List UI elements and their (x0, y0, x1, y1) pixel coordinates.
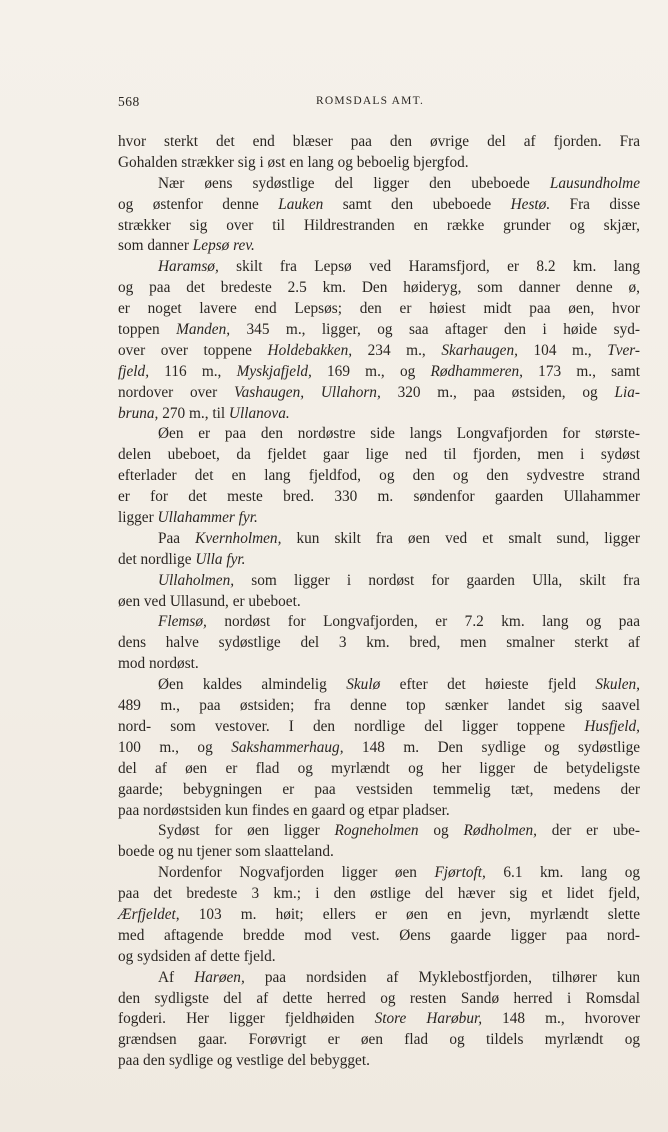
text-line (118, 675, 640, 696)
text-segment: strækker sig over til Hildrestranden en række grunder og skjær, (118, 216, 640, 234)
text-line (118, 717, 640, 738)
italic-term: Holdebakken, (267, 341, 353, 359)
italic-term: Skulen, (595, 676, 640, 694)
text-line (118, 654, 640, 675)
text-line (118, 424, 640, 445)
italic-term: Ullahammer fyr. (157, 509, 258, 527)
italic-term: Rødhammeren, (430, 362, 523, 380)
text-line (118, 320, 640, 341)
text-segment: boede og nu tjener som slaatteland. (118, 843, 334, 861)
text-segment: hvor sterkt det end blæser paa den øvrige del af fjorden. Fra (118, 133, 640, 150)
page-number: 568 (118, 94, 140, 109)
text-line (118, 1051, 640, 1072)
italic-term: Lauken (278, 195, 324, 213)
text-line (118, 592, 640, 613)
text-segment: Sydøst for øen ligger (158, 822, 335, 840)
text-segment: dens halve sydøstlige del 3 km. bred, men smalner sterkt af (118, 634, 640, 652)
text-line (118, 884, 640, 905)
italic-term: Kvernholmen, (195, 529, 282, 547)
text-segment: og (418, 822, 464, 840)
text-segment: efterlader det en lang fjeldfod, og den og den sydvestre strand (118, 467, 640, 485)
text-segment: over over toppene (118, 341, 268, 359)
text-segment: og østenfor denne (118, 195, 279, 213)
text-line (118, 466, 640, 487)
text-segment: 489 m., paa østsiden; fra denne top sænker landet sig saavel (118, 697, 640, 715)
text-line (118, 341, 640, 362)
italic-term: Rødholmen, (463, 822, 537, 840)
text-segment: der er ube- (537, 822, 640, 840)
text-segment: 6.1 km. lang og (485, 864, 640, 882)
text-line (118, 612, 640, 633)
italic-term: Skulø (346, 676, 381, 694)
italic-term: Store Harøbur, (374, 1010, 483, 1028)
text-segment: nordover over (118, 383, 234, 401)
text-segment: efter det høieste fjeld (380, 676, 596, 694)
text-line (118, 947, 640, 968)
text-segment: er noget lavere end Lepsøs; den er høiest midt paa øen, hvor (118, 300, 640, 318)
text-line (118, 383, 640, 404)
italic-term: Ullanova. (228, 404, 290, 422)
text-line (118, 1009, 640, 1030)
text-segment: toppen (118, 321, 177, 339)
text-segment: 345 m., ligger, og saa aftager den i høide syd- (230, 321, 641, 339)
text-segment: fogderi. Her ligger fjeldhøiden (118, 1010, 375, 1028)
text-segment: 104 m., (517, 341, 608, 359)
text-line (118, 738, 640, 759)
text-line (118, 842, 640, 863)
text-segment: grændsen gaar. Forøvrigt er øen flad og tildels myrlændt og (118, 1031, 640, 1049)
text-segment: 148 m. Den sydlige og sydøstlige (343, 738, 641, 756)
text-segment: 103 m. høit; ellers er øen en jevn, myrlændt slette (179, 905, 640, 923)
text-segment: 100 m., og (118, 738, 232, 756)
text-segment: del af øen er flad og myrlændt og her ligger de betydeligste (118, 759, 640, 777)
text-segment: Af (158, 968, 195, 986)
italic-term: Lepsø rev. (192, 237, 255, 255)
text-line (118, 174, 640, 195)
page-header (118, 94, 640, 112)
text-segment: øen ved Ullasund, er ubeboet. (118, 592, 301, 610)
text-line (118, 195, 640, 216)
text-line (118, 759, 640, 780)
text-segment: 116 m., (149, 362, 237, 380)
italic-term: Ærfjeldet, (118, 905, 180, 923)
text-segment: med aftagende bredde mod vest. Øens gaarde ligger paa nord- (118, 926, 640, 944)
italic-term: Vashaugen, Ullahorn, (233, 383, 381, 401)
text-line (118, 278, 640, 299)
text-line (118, 780, 640, 801)
text-segment: som ligger i nordøst for gaarden Ulla, skilt fra (234, 571, 640, 589)
text-segment: 173 m., samt (522, 362, 640, 380)
italic-term: Rogneholmen (334, 822, 419, 840)
text-line (118, 968, 640, 989)
text-segment: paa det bredeste 3 km.; i den østlige del hæver sig et lidet fjeld, (118, 885, 640, 903)
text-segment: er for det meste bred. 330 m. søndenfor gaarden Ullahammer (118, 488, 640, 506)
text-line (118, 801, 640, 822)
text-segment: 234 m., (352, 341, 442, 359)
italic-term: Ulla fyr. (195, 550, 246, 568)
text-line (118, 571, 640, 592)
italic-term: Tver- (607, 341, 641, 359)
text-line (118, 257, 640, 278)
text-segment: kun skilt fra øen ved et smalt sund, ligger (281, 529, 640, 547)
text-segment: paa nordøstsiden kun findes en gaard og etpar pladser. (118, 801, 450, 819)
text-segment: Nær øens sydøstlige del ligger den ubeboede (158, 174, 550, 192)
italic-term: Lia- (614, 383, 640, 401)
text-line (118, 153, 640, 174)
text-line (118, 445, 640, 466)
text-segment: skilt fra Lepsø ved Haramsfjord, er 8.2 km. lang (218, 258, 640, 276)
italic-term: Ullaholmen, (158, 571, 235, 589)
italic-term: Lausundholme (549, 174, 640, 192)
text-line (118, 216, 640, 237)
text-line (118, 633, 640, 654)
running-head: ROMSDALS AMT. (316, 95, 425, 107)
text-segment: gaarde; bebygningen er paa vestsiden temmelig tæt, medens der (118, 780, 640, 798)
text-segment: paa den sydlige og vestlige del bebygget. (118, 1052, 370, 1070)
text-segment: og sydsiden af dette fjeld. (118, 947, 276, 965)
text-segment: delen ubeboet, da fjeldet gaar lige ned til fjorden, men i sydøst (118, 446, 640, 464)
text-line (118, 362, 640, 383)
text-segment: den sydligste del af dette herred og resten Sandø herred i Romsdal (118, 989, 640, 1007)
italic-term: Skarhaugen, (441, 341, 518, 359)
text-line (118, 529, 640, 550)
text-line (118, 236, 640, 257)
text-segment: paa nordsiden af Myklebostfjorden, tilhører kun (244, 968, 641, 986)
text-line (118, 821, 640, 842)
text-segment: nord- som vestover. I den nordlige del ligger toppene (118, 717, 585, 735)
italic-term: Sakshammerhaug, (231, 738, 344, 756)
text-segment: mod nordøst. (118, 655, 199, 673)
text-segment: 320 m., paa østsiden, og (380, 383, 615, 401)
text-segment: som danner (118, 237, 193, 255)
text-segment: det nordlige (118, 550, 196, 568)
italic-term: Fjørtoft, (434, 864, 486, 882)
italic-term: Haramsø, (158, 258, 219, 276)
text-line (118, 926, 640, 947)
text-segment: Gohalden strækker sig i øst en lang og beboelig bjergfod. (118, 153, 469, 171)
text-segment: nordøst for Longvafjorden, er 7.2 km. lang og paa (206, 613, 640, 631)
italic-term: Manden, (176, 321, 231, 339)
italic-term: Husfjeld, (584, 717, 640, 735)
text-segment: 169 m., og (311, 362, 431, 380)
text-line (118, 299, 640, 320)
text-line (118, 863, 640, 884)
text-line (118, 404, 640, 425)
text-line (118, 508, 640, 529)
text-segment: 148 m., hvorover (482, 1010, 640, 1028)
italic-term: Hestø. (510, 195, 551, 213)
text-line (118, 905, 640, 926)
italic-term: Flemsø, (158, 613, 207, 631)
text-line (118, 550, 640, 571)
text-line (118, 132, 640, 153)
text-segment: Øen kaldes almindelig (158, 676, 347, 694)
text-line (118, 989, 640, 1010)
text-line (118, 487, 640, 508)
text-segment: Nordenfor Nogvafjorden ligger øen (158, 864, 435, 882)
text-segment: samt den ubeboede (323, 195, 511, 213)
text-segment: ligger (118, 509, 158, 527)
text-line (118, 696, 640, 717)
text-segment: 270 m., til (158, 404, 229, 422)
text-segment: Fra disse (550, 195, 640, 213)
italic-term: fjeld, (118, 362, 150, 380)
italic-term: Harøen, (194, 968, 245, 986)
body-text (118, 132, 640, 1072)
italic-term: bruna, (118, 404, 159, 422)
text-segment: Paa (158, 529, 196, 547)
text-line (118, 1030, 640, 1051)
text-segment: og paa det bredeste 2.5 km. Den høideryg, som danner denne ø, (118, 279, 640, 297)
text-segment: Øen er paa den nordøstre side langs Longvafjorden for største- (158, 425, 640, 443)
italic-term: Myskjafjeld, (236, 362, 312, 380)
